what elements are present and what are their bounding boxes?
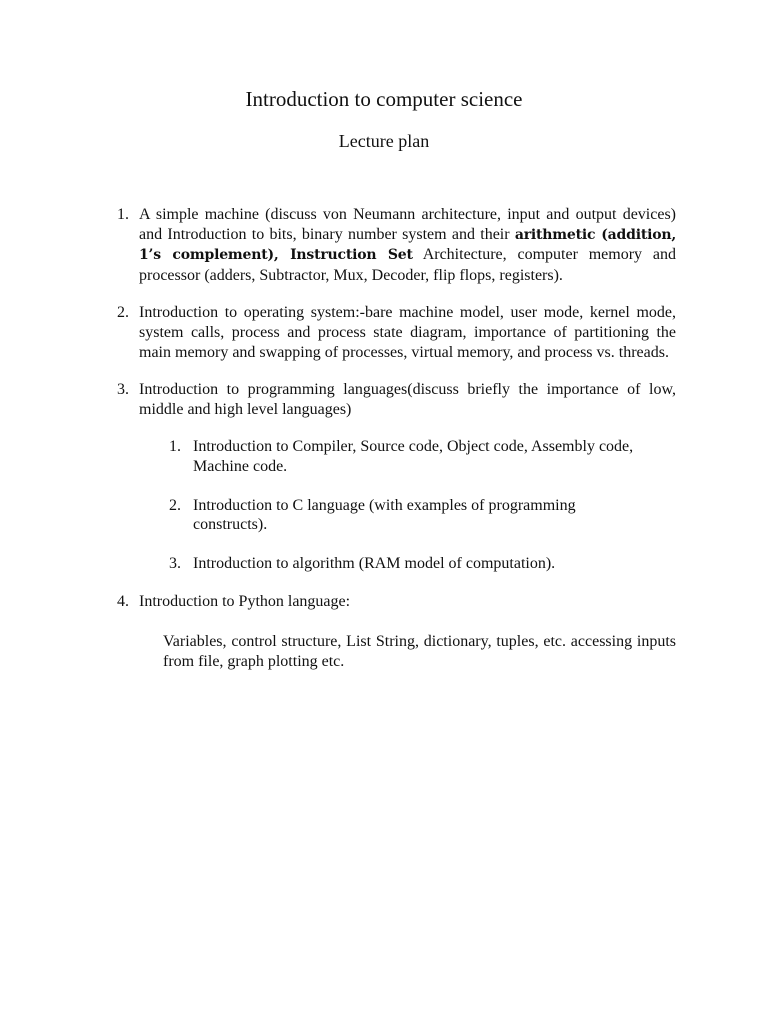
document-title: Introduction to computer science xyxy=(245,87,523,111)
sub-list-item-3 xyxy=(163,554,650,574)
document-subtitle: Lecture plan xyxy=(338,131,430,151)
sub-item-number: 3. xyxy=(169,554,181,572)
item-text-continued: Architecture, computer memory and processor (adders, Subtractor, Mux, Decoder, flip flops, registers). xyxy=(139,246,676,284)
item-number: 1. xyxy=(117,206,129,223)
sub-item-text: Introduction to Compiler, Source code, Object code, Assembly code, Machine code. xyxy=(193,438,634,475)
item-text: Introduction to programming languages(discuss briefly the importance of low, middle and high level languages) xyxy=(139,381,676,418)
item-bold-text: arithmetic (addition, 1’s complement), Instruction Set xyxy=(139,226,677,264)
item-number: 2. xyxy=(117,304,129,322)
item-text: Introduction to Python language: xyxy=(139,593,351,611)
list-item-3 xyxy=(110,380,676,573)
sub-list xyxy=(163,437,676,573)
item-text: Introduction to operating system:-bare machine model, user mode, kernel mode, system calls, process and process state diagram, importance of partitioning the main memory and swapping of processes, virtual memory, and process vs. threads. xyxy=(139,304,676,361)
lecture-plan-list xyxy=(110,205,676,689)
sub-item-number: 1. xyxy=(169,438,181,456)
item-number: 4. xyxy=(117,593,129,611)
item-number: 3. xyxy=(117,381,129,399)
sub-item-number: 2. xyxy=(169,496,181,514)
item-text: A simple machine (discuss von Neumann architecture, input and output devices) and Introduction to bits, binary number system and their xyxy=(139,206,676,243)
sub-item-text: Introduction to algorithm (RAM model of computation). xyxy=(193,554,556,572)
list-item-2 xyxy=(110,303,676,362)
item-paragraph: Variables, control structure, List String, dictionary, tuples, etc. accessing inputs from file, graph plotting etc. xyxy=(163,632,676,670)
sub-list-item-2 xyxy=(163,496,650,535)
list-item-1 xyxy=(110,205,676,285)
sub-item-text: Introduction to C language (with examples of programming constructs). xyxy=(193,496,576,534)
list-item-4 xyxy=(110,592,676,671)
sub-list-item-1 xyxy=(163,437,650,476)
